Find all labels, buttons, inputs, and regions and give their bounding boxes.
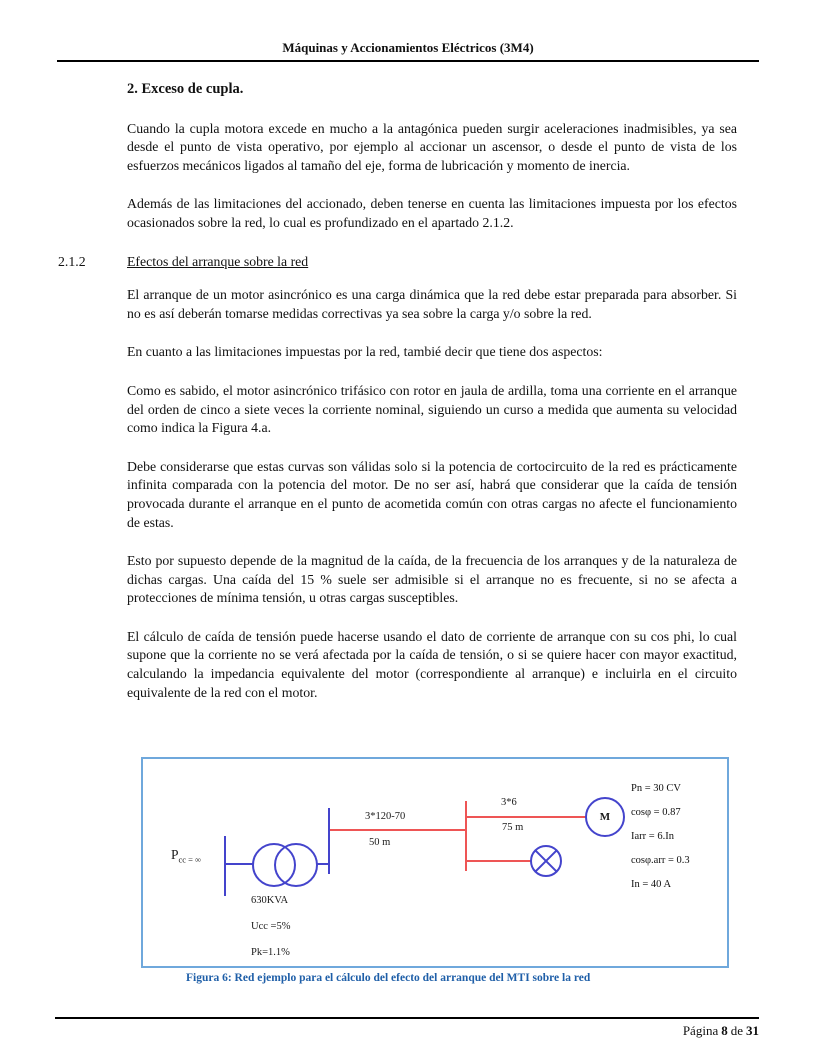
paragraph: Además de las limitaciones del accionado, deben tenerse en cuenta las limitaciones impuesta por los efectos ocasionados sobre la red, lo cual es profundizado en el apartado 2.1.2. <box>127 196 737 230</box>
motor-branch-section-label: 3*6 <box>501 797 517 808</box>
source-impedance-label <box>171 849 201 866</box>
page-number-total: 31 <box>746 1023 759 1038</box>
transformer-symbol <box>253 844 317 886</box>
motor-branch-length-label: 75 m <box>502 822 524 833</box>
figure-box <box>141 757 729 968</box>
source-impedance-sub: cc = ∞ <box>178 854 202 865</box>
paragraph: El arranque de un motor asincrónico es una carga dinámica que la red debe estar preparada para absorber. Si no es así deberán tomarse medidas correctivas ya sea sobre la carga y/o sobre la red. <box>127 287 737 321</box>
page-number <box>683 1023 759 1039</box>
feeder-length-label: 50 m <box>369 837 391 848</box>
source-impedance-main: P <box>171 847 179 862</box>
paragraph: Esto por supuesto depende de la magnitud de la caída, de la frecuencia de los arranques y de la naturaleza de dichas cargas. Una caída del 15 % suele ser admisible si el arranque no es frecuente, si no se afecta a protecciones de mínima tensión, u otras cargas susceptibles. <box>127 553 737 606</box>
feeder-section-label: 3*120-70 <box>365 811 406 822</box>
header-rule <box>57 60 759 62</box>
header-title: Máquinas y Accionamientos Eléctricos (3M4) <box>282 40 534 55</box>
page-number-separator: de <box>730 1023 743 1038</box>
subsection-title: Efectos del arranque sobre la red <box>127 253 309 269</box>
section-heading: 2. Exceso de cupla. <box>127 81 244 97</box>
transformer-ucc-label: Ucc =5% <box>251 921 291 932</box>
paragraph: El cálculo de caída de tensión puede hacerse usando el dato de corriente de arranque con su cos phi, lo cual supone que la corriente no se verá afectada por la caída de tensión, o si se quiere hacer con mayor exactitud, calculando la impedancia equivalente del motor (correspondiente al arranque) e incluirla en el circuito equivalente de la red con el motor. <box>127 628 737 700</box>
paragraph: Cuando la cupla motora excede en mucho a la antagónica pueden surgir aceleraciones inadmisibles, ya sea desde el punto de vista operativo, por ejemplo al accionar un ascensor, o desde el punto de vista de los esfuerzos mecánicos ligados al tamaño del eje, forma de lubricación y momento de inercia. <box>127 120 737 173</box>
subsection-number: 2.1.2 <box>58 253 86 269</box>
motor-letter: M <box>599 811 611 823</box>
figure-caption: Figura 6: Red ejemplo para el cálculo del efecto del arranque del MTI sobre la red <box>186 972 591 984</box>
motor-spec-line: Pn = 30 CV <box>631 783 681 794</box>
motor-spec-line: Iarr = 6.In <box>631 831 674 842</box>
paragraph: Debe considerarse que estas curvas son válidas solo si la potencia de cortocircuito de la red es prácticamente infinita comparada con la potencia del motor. De no ser así, habrá que considerar que la caída de tensión provocada durante el arranque en el punto de acometida común con otras cargas no afecte el funcionamiento de estas. <box>127 458 737 530</box>
transformer-pk-label: Pk=1.1% <box>251 947 290 958</box>
motor-spec-line: In = 40 A <box>631 879 672 890</box>
subsection-heading <box>58 253 737 272</box>
transformer-rating-label: 630KVA <box>251 895 289 906</box>
paragraph: Como es sabido, el motor asincrónico trifásico con rotor en jaula de ardilla, toma una corriente en el arranque del orden de cinco a siete veces la corriente nominal, siguiendo un curso a medida que aumenta su velocidad como indica la Figura 4.a. <box>127 382 737 436</box>
motor-specs <box>631 777 690 897</box>
motor-spec-line: cosφ.arr = 0.3 <box>631 855 690 866</box>
document-body <box>58 80 737 722</box>
motor-spec-line: cosφ = 0.87 <box>631 807 681 818</box>
page-number-label: Página <box>682 1023 719 1038</box>
paragraph: En cuanto a las limitaciones impuestas por la red, tambié decir que tiene dos aspectos: <box>127 344 603 360</box>
lamp-symbol <box>531 846 561 876</box>
page-number-current: 8 <box>721 1023 728 1038</box>
footer-rule <box>55 1017 759 1019</box>
